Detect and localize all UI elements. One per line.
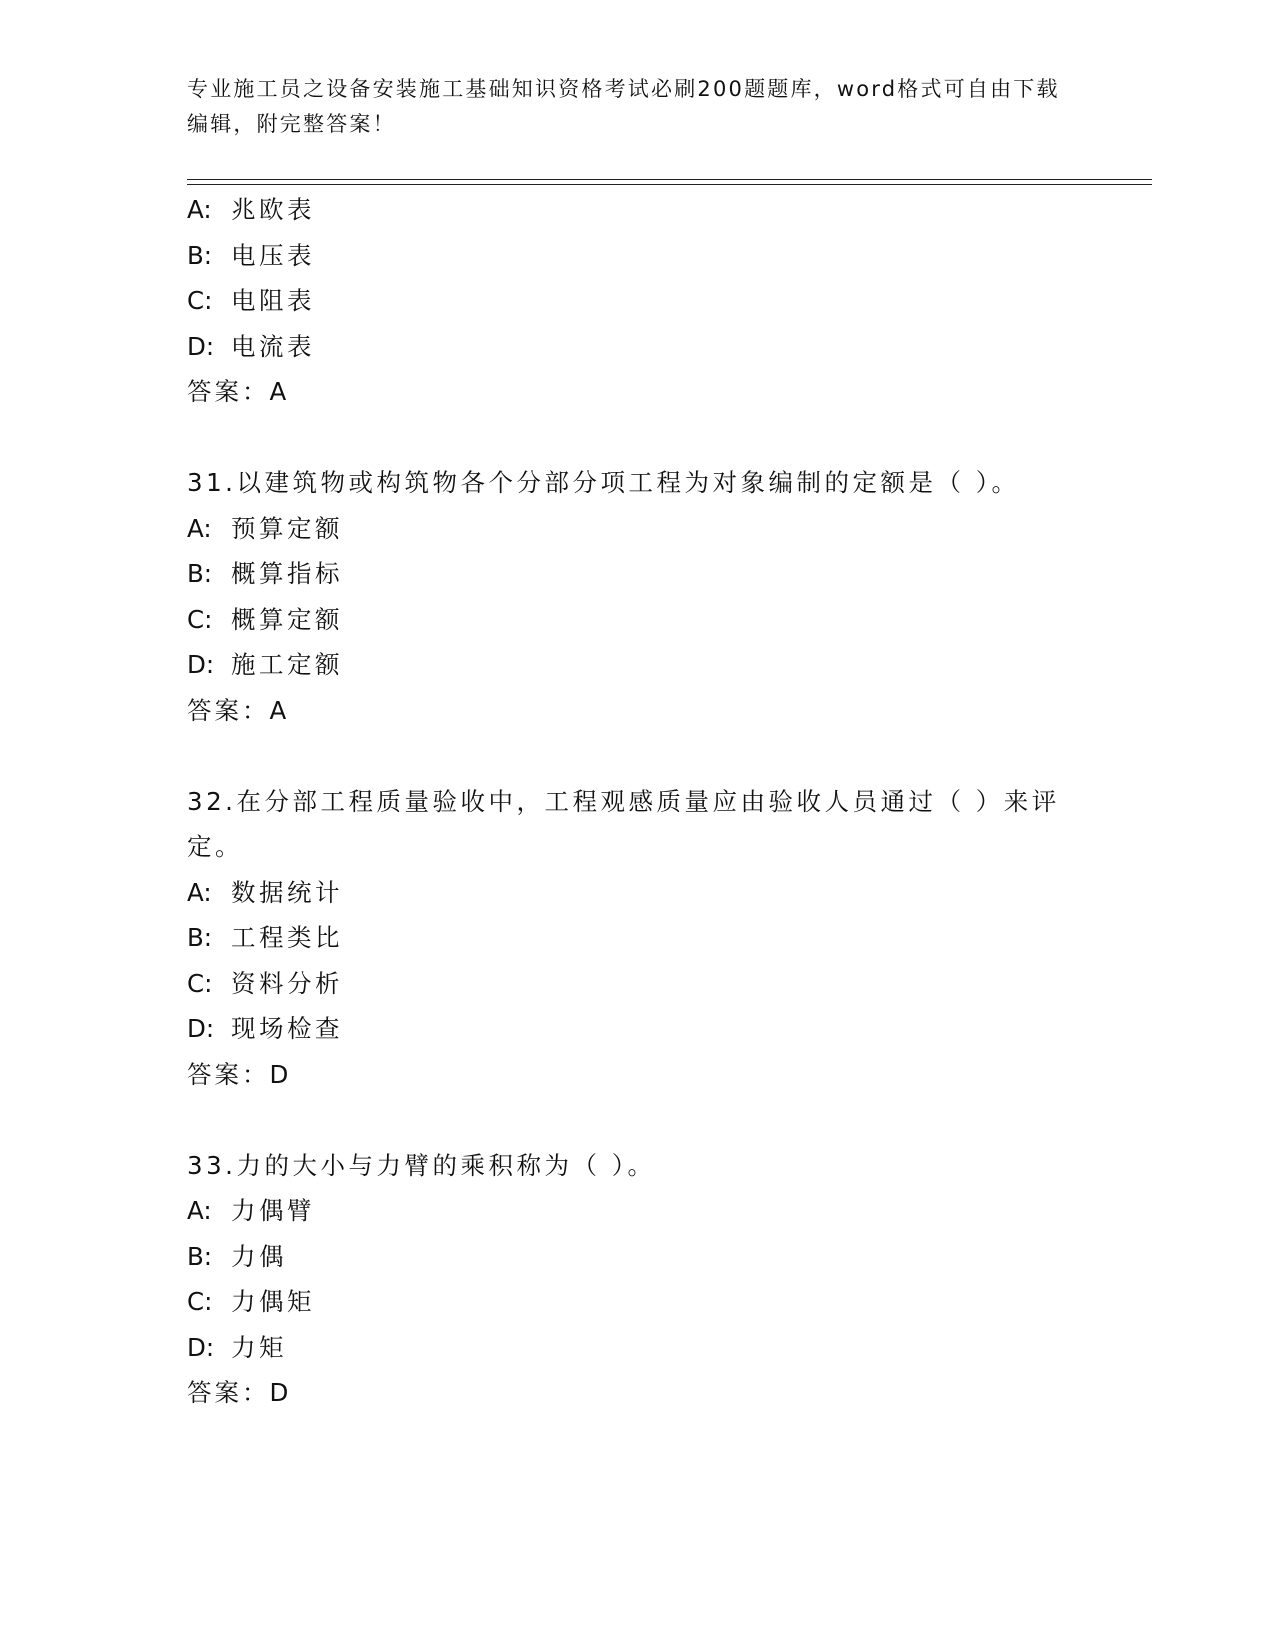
header-rule-top — [187, 179, 1152, 180]
option-letter: C: — [187, 286, 213, 315]
option-letter: D: — [187, 1014, 215, 1043]
option-text: 兆欧表 — [231, 195, 315, 224]
option-letter: C: — [187, 604, 213, 634]
answer-label: 答案： — [187, 695, 270, 725]
option-letter: A: — [187, 513, 212, 543]
option-b — [187, 233, 1152, 279]
option-text: 力偶矩 — [231, 1287, 315, 1316]
question-text: 31.以建筑物或构筑物各个分部分项工程为对象编制的定额是（ ）。 — [187, 468, 1020, 497]
option-d — [187, 642, 1152, 688]
option-d — [187, 324, 1152, 370]
question-partial — [187, 187, 1152, 415]
option-text: 现场检查 — [231, 1014, 343, 1043]
option-text: 力矩 — [231, 1332, 287, 1362]
option-d — [187, 1006, 1152, 1052]
option-letter: D: — [187, 331, 215, 361]
spacer — [187, 415, 1152, 461]
option-a — [187, 870, 1152, 916]
answer-line — [187, 369, 1152, 415]
answer-line — [187, 1052, 1152, 1098]
question-32 — [187, 779, 1152, 1098]
option-text: 概算指标 — [231, 559, 343, 588]
option-text: 电压表 — [231, 240, 315, 270]
option-letter: B: — [187, 559, 213, 588]
answer-value: D — [269, 1059, 289, 1089]
option-b — [187, 915, 1152, 961]
question-list — [187, 187, 1152, 1416]
option-letter: A: — [187, 195, 212, 224]
option-text: 概算定额 — [231, 604, 343, 634]
option-d — [187, 1325, 1152, 1371]
option-text: 工程类比 — [231, 923, 343, 952]
option-b — [187, 551, 1152, 597]
question-31 — [187, 460, 1152, 733]
question-text: 32.在分部工程质量验收中，工程观感质量应由验收人员通过（ ）来评定。 — [187, 786, 1060, 861]
option-b — [187, 1234, 1152, 1280]
option-text: 力偶臂 — [231, 1196, 315, 1225]
option-a — [187, 187, 1152, 233]
option-c — [187, 597, 1152, 643]
answer-label: 答案： — [187, 377, 270, 406]
spacer — [187, 1097, 1152, 1143]
option-text: 电流表 — [231, 331, 315, 361]
option-text: 数据统计 — [231, 877, 343, 907]
answer-value: A — [269, 695, 287, 725]
option-letter: C: — [187, 968, 213, 998]
option-text: 预算定额 — [231, 513, 343, 543]
answer-label: 答案： — [187, 1378, 270, 1407]
option-c — [187, 1279, 1152, 1325]
option-text: 电阻表 — [231, 286, 315, 315]
answer-line — [187, 1370, 1152, 1416]
option-text: 资料分析 — [231, 968, 343, 998]
option-letter: B: — [187, 240, 213, 270]
header-rule-bottom — [187, 184, 1152, 185]
option-a — [187, 506, 1152, 552]
header-title: 专业施工员之设备安装施工基础知识资格考试必刷200题题库，word格式可自由下载编辑，附完整答案！ — [187, 77, 1060, 136]
answer-label: 答案： — [187, 1059, 270, 1089]
option-text: 力偶 — [231, 1241, 287, 1271]
option-letter: D: — [187, 650, 215, 679]
option-text: 施工定额 — [231, 650, 343, 679]
question-33 — [187, 1143, 1152, 1416]
option-letter: D: — [187, 1332, 215, 1362]
option-a — [187, 1188, 1152, 1234]
answer-value: A — [269, 377, 287, 406]
answer-line — [187, 688, 1152, 734]
option-c — [187, 961, 1152, 1007]
option-letter: B: — [187, 1241, 213, 1271]
answer-value: D — [269, 1378, 289, 1407]
option-c — [187, 278, 1152, 324]
option-letter: A: — [187, 1196, 212, 1225]
spacer — [187, 733, 1152, 779]
document-header — [187, 72, 1067, 142]
option-letter: B: — [187, 923, 213, 952]
option-letter: A: — [187, 877, 212, 907]
option-letter: C: — [187, 1287, 213, 1316]
question-text: 33.力的大小与力臂的乘积称为（ ）。 — [187, 1150, 656, 1180]
